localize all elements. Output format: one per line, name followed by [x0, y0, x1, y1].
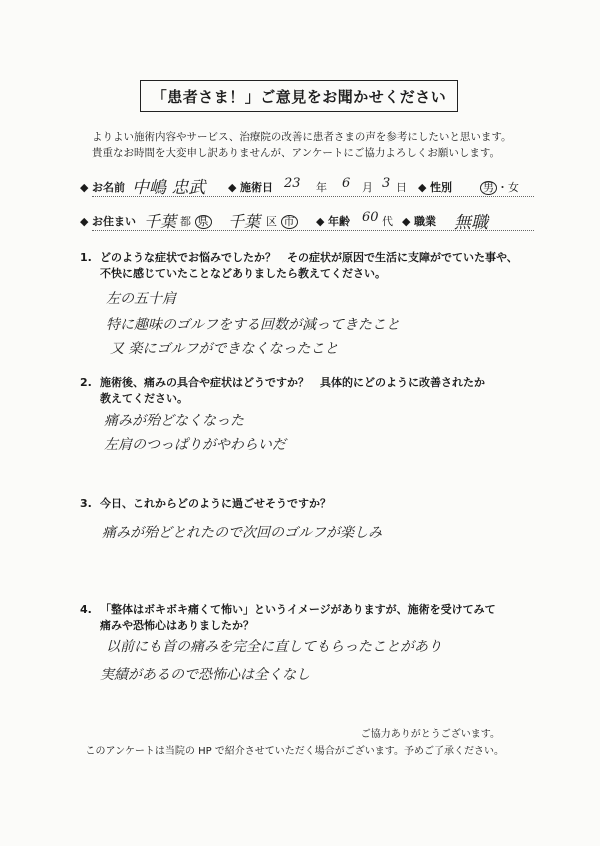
closing-thanks: ご協力ありがとうございます。 [360, 729, 500, 740]
bullet-icon: ◆ [80, 181, 89, 194]
question-2-number: 2. [80, 376, 92, 389]
answer-4-line-2: 実績があるので恐怖心は全くなし [100, 667, 310, 683]
question-4-number: 4. [80, 603, 92, 616]
bullet-icon: ◆ [80, 215, 89, 228]
date-year-value: 23 [284, 176, 301, 191]
date-label: 施術日 [239, 181, 273, 194]
date-year-unit: 年 [316, 181, 327, 194]
question-1 [80, 250, 518, 282]
address-pref-value: 千葉 [144, 212, 177, 231]
age-unit: 代 [382, 215, 393, 228]
answer-2-line-2: 左肩のつっぱりがやわらいだ [104, 437, 286, 453]
bullet-icon: ◆ [228, 181, 237, 194]
city-unit-shi: 市 [281, 215, 298, 229]
answer-3-line-1: 痛みが殆どとれたので次回のゴルフが楽しみ [102, 525, 382, 541]
question-4-line-1: 「整体はボキボキ痛くて怖い」というイメージがありますが、施術を受けてみて [100, 603, 496, 616]
answer-4-line-1: 以前にも首の痛みを完全に直してもらったことがあり [106, 639, 442, 655]
address-field [80, 213, 136, 229]
date-day-unit: 日 [396, 181, 407, 194]
answer-1-line-3: 又 楽にゴルフができなくなったこと [110, 341, 339, 357]
bullet-icon: ◆ [402, 215, 411, 228]
bullet-icon: ◆ [418, 181, 427, 194]
answer-2-line-1: 痛みが殆どなくなった [104, 413, 244, 429]
question-3 [80, 496, 331, 512]
bullet-icon: ◆ [316, 215, 325, 228]
job-field [402, 213, 436, 229]
question-2-line-1: 施術後、痛みの具合や症状はどうですか？ 具体的にどのように改善されたか [100, 376, 485, 389]
address-city-units [266, 213, 298, 229]
question-1-line-1: どのような症状でお悩みでしたか？ その症状が原因で生活に支障がでていた事や、 [100, 251, 518, 264]
age-field [316, 213, 350, 229]
question-1-line-2: 不快に感じていたことなどありましたら教えてください。 [100, 267, 386, 280]
gender-female-option: 女 [508, 181, 519, 194]
date-month-value: 6 [342, 176, 351, 191]
pref-unit-ken: 県 [195, 215, 212, 229]
address-label: お住まい [91, 215, 136, 228]
date-field [228, 179, 273, 195]
address-pref-units [180, 213, 212, 229]
name-label: お名前 [91, 181, 125, 194]
date-day-value: 3 [382, 176, 391, 191]
question-3-line-1: 今日、これからどのように過ごせそうですか？ [100, 497, 331, 510]
intro-line-2: 貴重なお時間を大変申し訳ありませんが、アンケートにご協力よろしくお願いします。 [92, 147, 501, 159]
question-1-number: 1. [80, 251, 92, 264]
gender-male-option: 男 [480, 181, 497, 195]
closing-notice: このアンケートは当院の HP で紹介させていただく場合がございます。予めご了承ください。 [85, 746, 504, 757]
age-value: 60 [362, 210, 379, 225]
gender-label: 性別 [429, 181, 452, 194]
name-field [80, 179, 125, 195]
city-unit-ku: 区 [266, 215, 277, 228]
question-2-line-2: 教えてください。 [100, 392, 188, 405]
answer-1-line-1: 左の五十肩 [106, 291, 176, 307]
gender-field [418, 179, 452, 195]
page-title: 「患者さま！」ご意見をお聞かせください [140, 80, 458, 112]
age-label: 年齢 [327, 215, 350, 228]
date-month-unit: 月 [362, 181, 373, 194]
pref-unit-to: 都 [180, 215, 191, 228]
gender-separator: ・ [497, 181, 508, 194]
question-3-number: 3. [80, 497, 92, 510]
question-4-line-2: 痛みや恐怖心はありましたか？ [100, 619, 254, 632]
job-value: 無職 [454, 213, 488, 233]
answer-1-line-2: 特に趣味のゴルフをする回数が減ってきたこと [106, 317, 400, 333]
gender-options [480, 179, 519, 195]
address-city-value: 千葉 [228, 212, 261, 231]
info-rule-2 [92, 230, 534, 231]
question-4 [80, 602, 496, 634]
info-rule-1 [92, 196, 534, 197]
job-label: 職業 [413, 215, 436, 228]
intro-line-1: よりよい施術内容やサービス、治療院の改善に患者さまの声を参考にしたいと思います。 [92, 131, 512, 143]
name-value: 中嶋 忠武 [132, 178, 206, 198]
question-2 [80, 375, 485, 407]
